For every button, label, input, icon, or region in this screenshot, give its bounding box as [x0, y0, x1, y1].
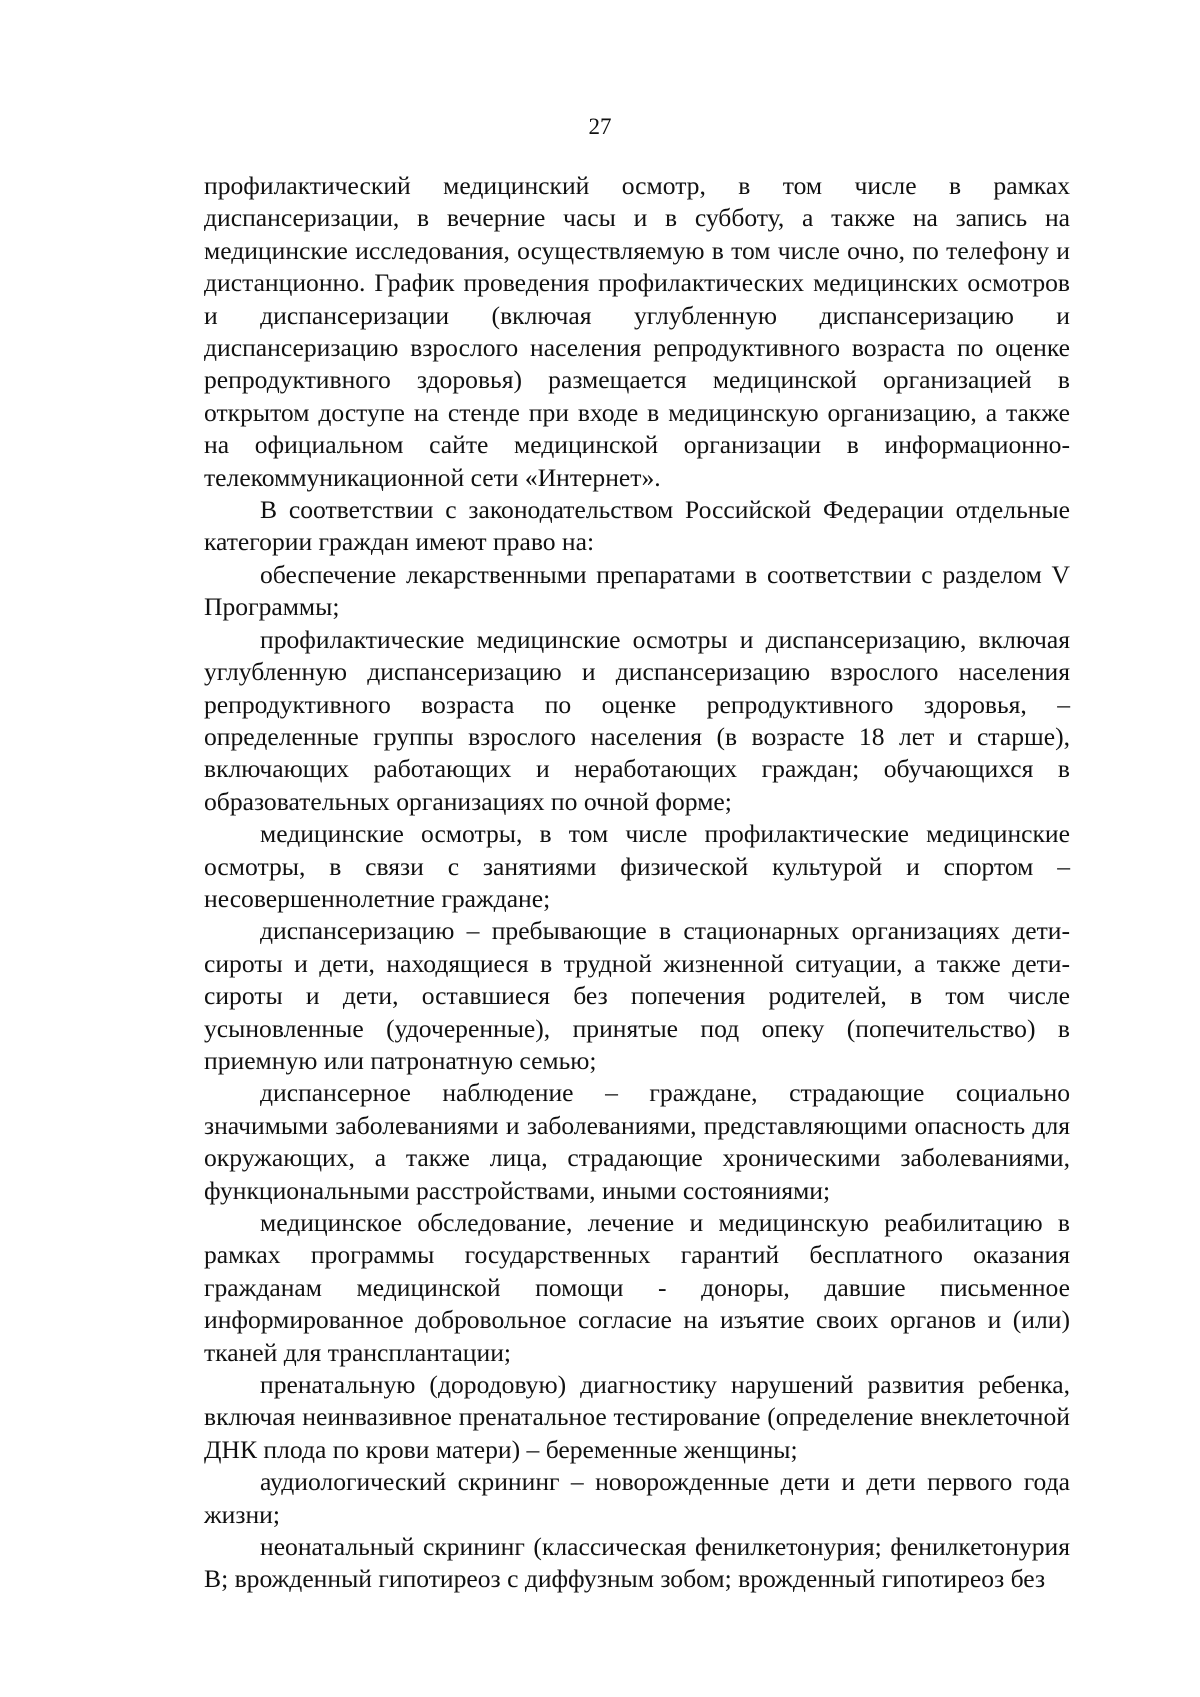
paragraph-prenatal: пренатальную (дородовую) диагностику нарушений развития ребенка, включая неинвазивное пренатальное тестирование (определение внеклеточной ДНК плода по крови матери) – беременные женщины;: [204, 1370, 1070, 1464]
paragraph-audiology: аудиологический скрининг – новорожденные дети и дети первого года жизни;: [204, 1467, 1070, 1529]
paragraph-dispensary-observation: диспансерное наблюдение – граждане, страдающие социально значимыми заболеваниями и заболеваниями, представляющими опасность для окружающих, а также лица, страдающие хроническими заболеваниями, функциональными расстройствами, иными состояниями;: [204, 1078, 1070, 1205]
paragraph-donors: медицинское обследование, лечение и медицинскую реабилитацию в рамках программы государственных гарантий бесплатного оказания гражданам медицинской помощи - доноры, давшие письменное информированное добровольное согласие на изъятие своих органов и (или) тканей для трансплантации;: [204, 1208, 1070, 1367]
paragraph-neonatal: неонатальный скрининг (классическая фенилкетонурия; фенилкетонурия B; врожденный гипотиреоз с диффузным зобом; врожденный гипотиреоз без: [204, 1532, 1070, 1594]
page-number: 27: [588, 114, 612, 139]
paragraph-minors-exams: медицинские осмотры, в том числе профилактические медицинские осмотры, в связи с занятиями физической культурой и спортом – несовершеннолетние граждане;: [204, 819, 1070, 913]
paragraph-orphans: диспансеризацию – пребывающие в стационарных организациях дети-сироты и дети, находящиеся в трудной жизненной ситуации, а также дети-сироты и дети, оставшиеся без попечения родителей, в том числе усыновленные (удочеренные), принятые под опеку (попечительство) в приемную или патронатную семью;: [204, 916, 1070, 1075]
document-body: [204, 170, 1070, 1596]
paragraph-continuation: профилактический медицинский осмотр, в том числе в рамках диспансеризации, в вечерние часы и в субботу, а также на запись на медицинские исследования, осуществляемую в том числе очно, по телефону и дистанционно. График проведения профилактических медицинских осмотров и диспансеризации (включая углубленную диспансеризацию и диспансеризацию взрослого населения репродуктивного возраста по оценке репродуктивного здоровья) размещается медицинской организацией в открытом доступе на стенде при входе в медицинскую организацию, а также на официальном сайте медицинской организации в информационно-телекоммуникационной сети «Интернет».: [204, 171, 1070, 492]
paragraph-intro-rights: В соответствии с законодательством Российской Федерации отдельные категории граждан имеют право на:: [204, 495, 1070, 557]
paragraph-preventive-exams: профилактические медицинские осмотры и диспансеризацию, включая углубленную диспансеризацию и диспансеризацию взрослого населения репродуктивного возраста по оценке репродуктивного здоровья, – определенные группы взрослого населения (в возрасте 18 лет и старше), включающих работающих и неработающих граждан; обучающихся в образовательных организациях по очной форме;: [204, 624, 1070, 816]
paragraph-drugs: обеспечение лекарственными препаратами в соответствии с разделом V Программы;: [204, 559, 1070, 622]
